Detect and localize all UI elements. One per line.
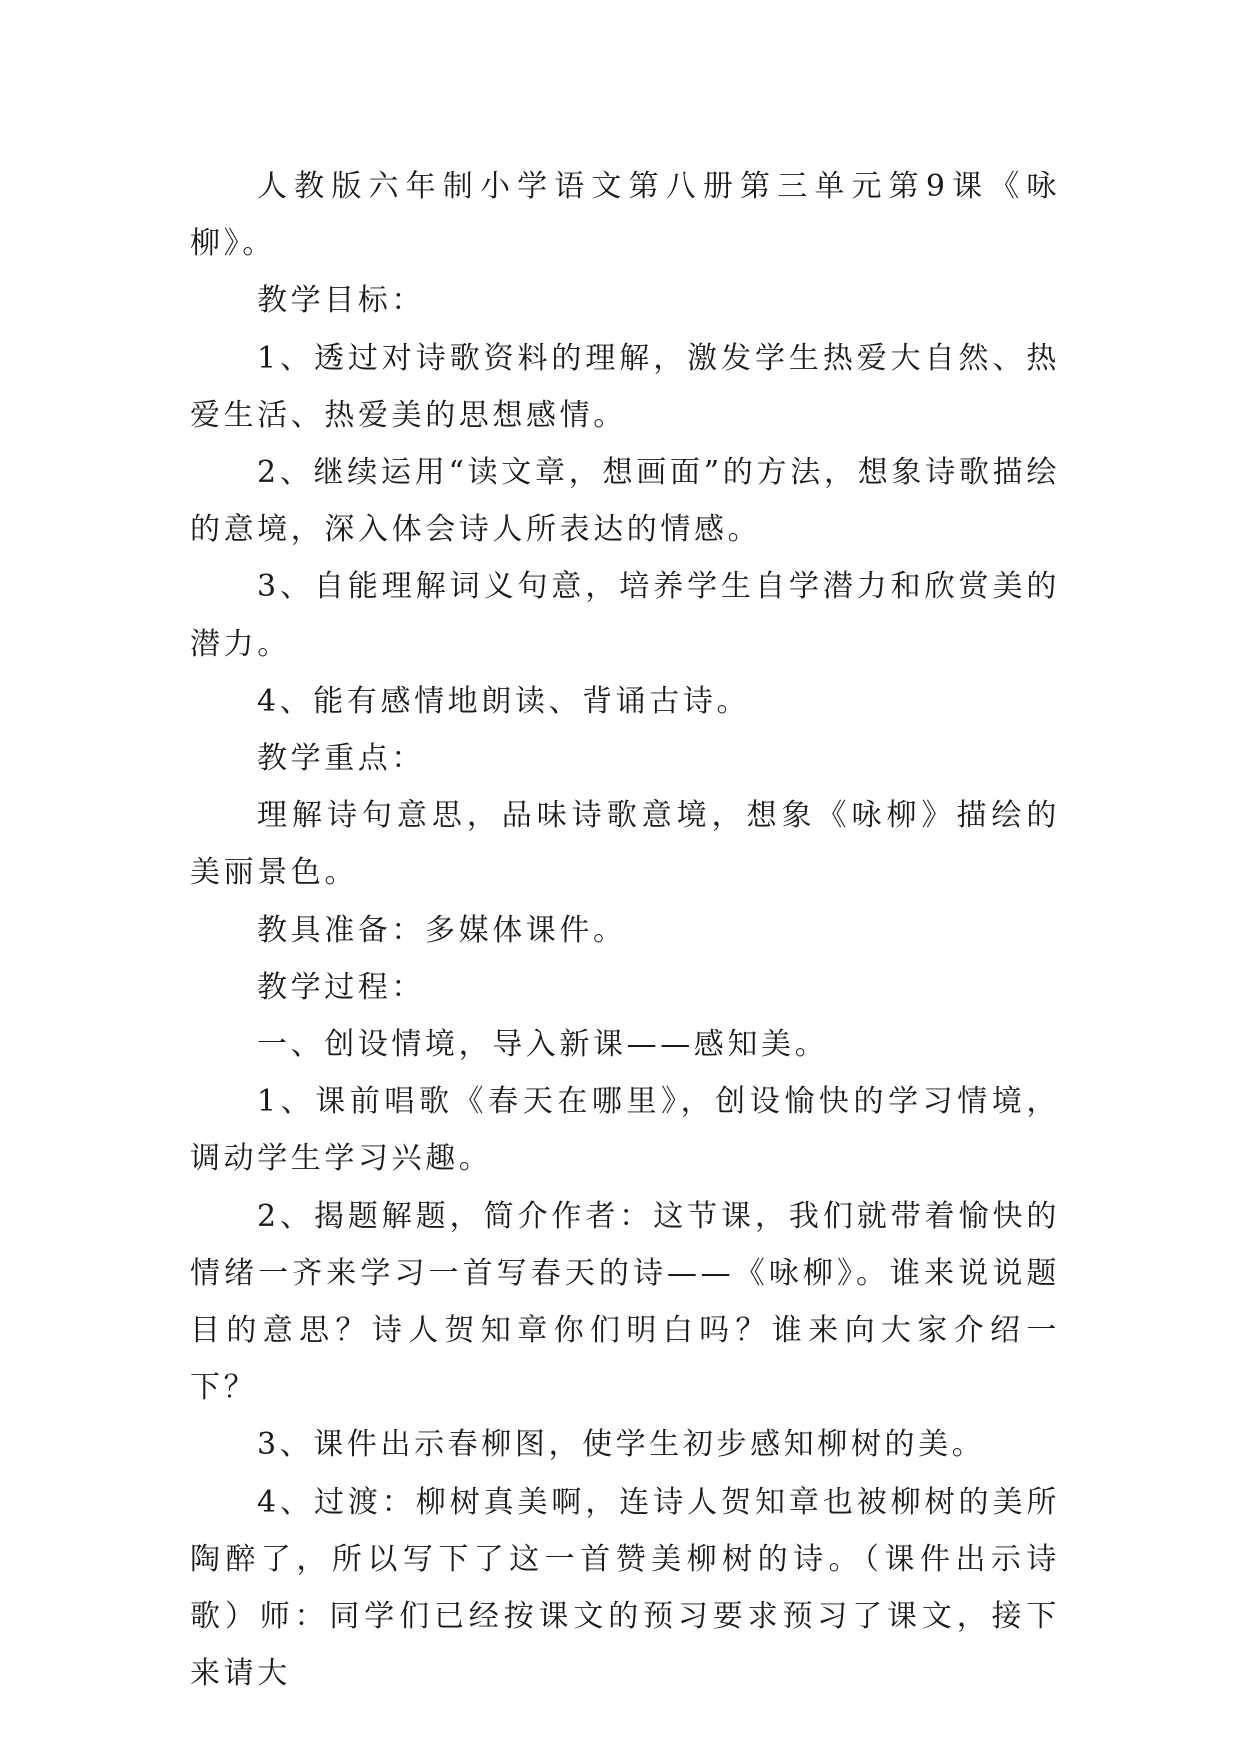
- paragraph-heading-key-points: 教学重点：: [257, 741, 425, 777]
- paragraph-step-1: 1、课前唱歌《春天在哪里》，创设愉快的学习情境，调动学生学习兴趣。: [190, 1084, 1060, 1177]
- paragraph-step-4: 4、过渡：柳树真美啊，连诗人贺知章也被柳树的美所陶醉了，所以写下了这一首赞美柳树的诗。（课件出示诗歌）师：同学们已经按课文的预习要求预习了课文，接下来请大: [190, 1484, 1060, 1692]
- paragraph-heading-process: 教学过程：: [257, 969, 425, 1005]
- paragraph-objective-4: 4、能有感情地朗读、背诵古诗。: [257, 683, 751, 719]
- document-body: [190, 158, 1060, 1702]
- paragraph-key-points: 理解诗句意思，品味诗歌意境，想象《咏柳》描绘的美丽景色。: [190, 798, 1060, 891]
- paragraph-objective-2: 2、继续运用“读文章，想画面”的方法，想象诗歌描绘的意境，深入体会诗人所表达的情感。: [190, 455, 1060, 548]
- paragraph-objective-3: 3、自能理解词义句意，培养学生自学潜力和欣赏美的潜力。: [190, 569, 1060, 662]
- paragraph-step-3: 3、课件出示春柳图，使学生初步感知柳树的美。: [257, 1427, 986, 1463]
- paragraph-objective-1: 1、透过对诗歌资料的理解，激发学生热爱大自然、热爱生活、热爱美的思想感情。: [190, 340, 1060, 433]
- paragraph-lesson-title: 人教版六年制小学语文第八册第三单元第9课《咏柳》。: [190, 169, 1060, 262]
- paragraph-materials: 教具准备：多媒体课件。: [257, 912, 627, 948]
- paragraph-heading-objectives: 教学目标：: [257, 283, 425, 319]
- paragraph-section-1: 一、创设情境，导入新课——感知美。: [257, 1027, 829, 1063]
- paragraph-step-2: 2、揭题解题，简介作者：这节课，我们就带着愉快的情绪一齐来学习一首写春天的诗——《咏柳》。谁来说说题目的意思？诗人贺知章你们明白吗？谁来向大家介绍一下？: [190, 1198, 1060, 1406]
